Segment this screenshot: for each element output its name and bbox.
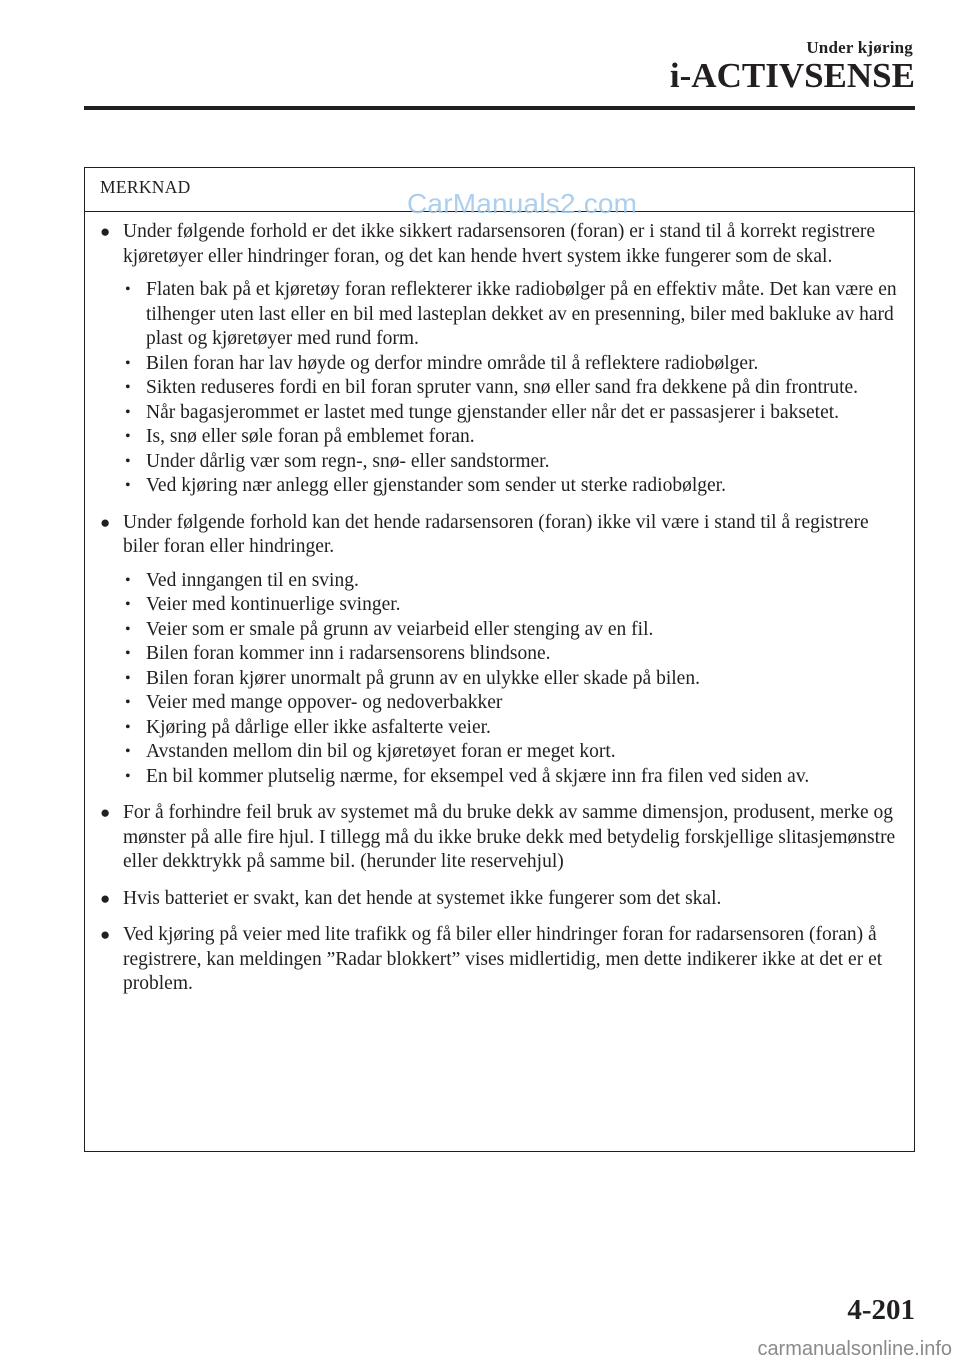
note-item [100,887,904,912]
sub-list-item [123,716,904,741]
sub-list-item-text: Is, snø eller søle foran på emblemet foran. [146,426,475,447]
note-title: MERKNAD [85,168,914,212]
bullet-icon: ● [100,222,111,241]
sub-list-item-text: Sikten reduseres fordi en bil foran spruter vann, snø eller sand fra dekkene på din frontrute. [146,377,859,398]
sub-list-item-text: En bil kommer plutselig nærme, for eksempel ved å skjære inn fra filen ved siden av. [146,765,810,787]
sub-list-item [123,740,904,765]
section-header: Under kjøring [806,38,913,57]
note-body [85,212,914,997]
bullet-icon: ● [100,925,111,944]
sub-list-item-text: Ved inngangen til en sving. [146,569,359,591]
sub-bullet-icon: • [125,718,131,736]
sub-list-item [123,593,904,618]
sub-list-item [123,401,904,426]
header-rule [84,106,915,110]
sub-bullet-icon: • [125,743,131,760]
page-number: 4-201 [847,1294,915,1326]
sub-bullet-icon: • [125,596,131,613]
sub-bullet-icon: • [125,620,131,638]
sub-list-item-text: Bilen foran kommer inn i radarsensorens blindsone. [146,643,551,664]
note-box [84,167,915,1152]
sub-bullet-icon: • [125,281,131,298]
sub-list-item-text: Kjøring på dårlige eller ikke asfalterte veier. [146,716,491,738]
sub-bullet-icon: • [125,428,131,445]
sub-list-item-text: Bilen foran har lav høyde og derfor mindre område til å reflektere radiobølger. [146,352,759,374]
note-item-text: For å forhindre feil bruk av systemet må du bruke dekk av samme dimensjon, produsent, merke og mønster på alle fire hjul. I tillegg må du ikke bruke dekk med betydelig forskjellige slitasjemønstre eller dekktrykk på samme bil. (herunder lite reservehjul) [123,802,896,872]
sub-list-item [123,765,904,790]
note-item-text: Under følgende forhold er det ikke sikkert radarsensoren (foran) er i stand til å korrekt registrere kjøretøyer eller hindringer foran, og det kan hende hvert system ikke fungerer som de skal. [123,221,876,267]
note-item [100,511,904,790]
sub-list-item [123,376,904,401]
sub-list-item-text: Bilen foran kjører unormalt på grunn av en ulykke eller skade på bilen. [146,667,700,689]
sub-list-item-text: Under dårlig vær som regn-, snø- eller sandstormer. [146,450,550,472]
note-item-text: Ved kjøring på veier med lite trafikk og få biler eller hindringer foran for radarsensoren (foran) å registrere, kan meldingen ”Radar blokkert” vises midlertidig, men dette indikerer ikke at det er et problem. [123,924,883,994]
sub-bullet-icon: • [125,767,131,785]
sub-list-item [123,474,904,499]
sub-list-item [123,278,904,352]
sub-list-item-text: Veier med mange oppover- og nedoverbakker [146,692,503,713]
sub-bullet-icon: • [125,477,131,494]
sub-bullet-icon: • [125,403,131,421]
sub-list-item [123,691,904,716]
sub-list-item-text: Når bagasjerommet er lastet med tunge gjenstander eller når det er passasjerer i baksetet. [146,401,840,423]
sub-list-item [123,569,904,594]
sub-list-item-text: Avstanden mellom din bil og kjøretøyet foran er meget kort. [146,741,616,762]
note-item [100,801,904,875]
footer-watermark: carmanualsonline.info [757,1338,952,1360]
sub-bullet-icon: • [125,669,131,687]
bullet-icon: ● [100,512,111,532]
note-item [100,923,904,997]
bullet-icon: ● [100,803,111,822]
sub-bullet-icon: • [125,452,131,470]
sub-list-item [123,450,904,475]
sub-list-item [123,352,904,377]
sub-list-item-text: Ved kjøring nær anlegg eller gjenstander som sender ut sterke radiobølger. [146,475,726,496]
sub-list-item-text: Veier med kontinuerlige svinger. [146,594,401,615]
sub-list-item [123,667,904,692]
note-item [100,220,904,499]
sub-list-item-text: Veier som er smale på grunn av veiarbeid eller stenging av en fil. [146,618,654,640]
sub-bullet-icon: • [125,354,131,372]
sub-list-item [123,425,904,450]
sub-bullet-icon: • [125,571,131,589]
sub-list [123,278,904,499]
sub-bullet-icon: • [125,645,131,662]
watermark: CarManuals2.com [407,188,638,219]
sub-list-item-text: Flaten bak på et kjøretøy foran reflekterer ikke radiobølger på en effektiv måte. Det kan være en tilhenger uten last eller en bil med lasteplan dekket av en presenning, biler med bakluke av hard plast og kjøretøyer med rund form. [146,279,897,349]
sub-bullet-icon: • [125,694,131,711]
bullet-icon: ● [100,888,111,908]
sub-list-item [123,618,904,643]
chapter-title: i-ACTIVSENSE [669,56,915,95]
note-item-text: Hvis batteriet er svakt, kan det hende at systemet ikke fungerer som det skal. [123,887,722,909]
note-item-text: Under følgende forhold kan det hende radarsensoren (foran) ikke vil være i stand til å registrere biler foran eller hindringer. [123,511,869,557]
sub-bullet-icon: • [125,379,131,396]
sub-list-item [123,642,904,667]
sub-list [123,569,904,790]
